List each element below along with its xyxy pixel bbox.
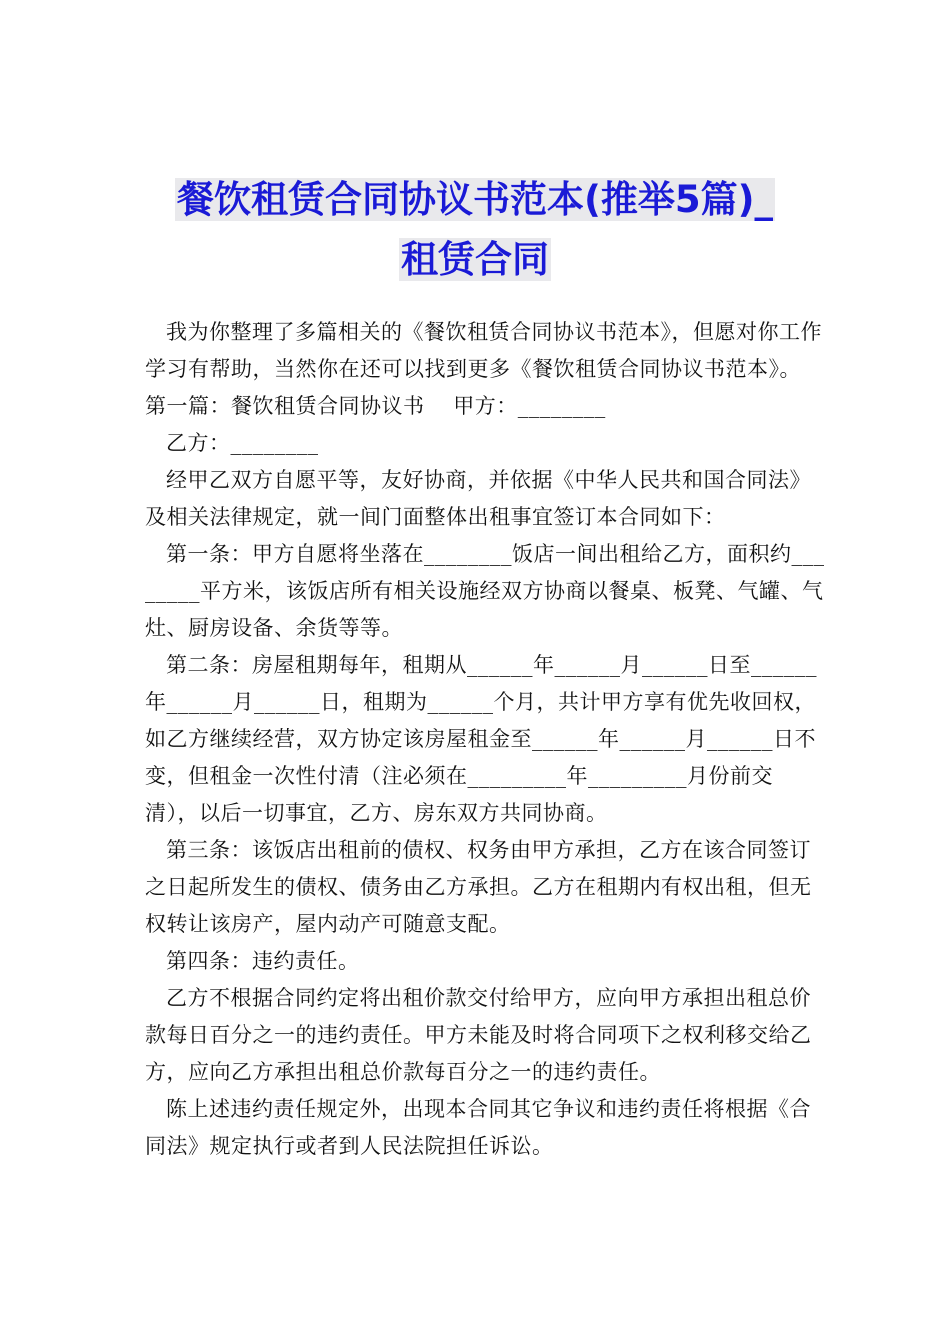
article-3: 第三条：该饭店出租前的债权、权务由甲方承担，乙方在该合同签订之日起所发生的债权、债务由乙方承担。乙方在租期内有权出租，但无权转让该房产，屋内动产可随意支配。: [145, 838, 812, 936]
article-4-clause-1: 乙方不根据合同约定将出租价款交付给甲方，应向甲方承担出租总价款每日百分之一的违约责任。甲方未能及时将合同项下之权利移交给乙方，应向乙方承担出租总价款每百分之一的违约责任。: [145, 986, 812, 1084]
article-1: 第一条：甲方自愿将坐落在________饭店一间出租给乙方，面积约________平方米，该饭店所有相关设施经双方协商以餐桌、板凳、气罐、气灶、厨房设备、余货等等。: [145, 542, 825, 640]
article-4-clause-2: 陈上述违约责任规定外，出现本合同其它争议和违约责任将根据《合同法》规定执行或者到人民法院担任诉讼。: [145, 1097, 811, 1158]
title-line-1: [145, 170, 805, 230]
document-title: [145, 170, 805, 290]
intro-paragraph: 我为你整理了多篇相关的《餐饮租赁合同协议书范本》，但愿对你工作学习有帮助，当然你在还可以找到更多《餐饮租赁合同协议书范本》。: [145, 320, 822, 381]
article-2: 第二条：房屋租期每年，租期从______年______月______日至______年______月______日，租期为______个月，共计甲方享有优先收回权，如乙方继续经营，双方协定该房屋租金至______年______月______日不变，但租金一次性付清（注必须在_________年_________月份前交清），以后一切事宜，乙方、房东双方共同协商。: [145, 653, 817, 825]
title-line-2: [145, 230, 805, 290]
section-heading-1: 第一篇：餐饮租赁合同协议书 甲方：________: [145, 394, 606, 418]
title-line-2-text: 租赁合同: [401, 238, 549, 281]
title-line-1-text: 餐饮租赁合同协议书范本(推举5篇)_: [176, 178, 774, 221]
party-b-line: 乙方：________: [166, 431, 319, 455]
article-4-heading: 第四条：违约责任。: [166, 949, 360, 973]
preamble-paragraph: 经甲乙双方自愿平等，友好协商，并依据《中华人民共和国合同法》及相关法律规定，就一间门面整体出租事宜签订本合同如下：: [145, 468, 811, 529]
document-body: [145, 314, 825, 1165]
